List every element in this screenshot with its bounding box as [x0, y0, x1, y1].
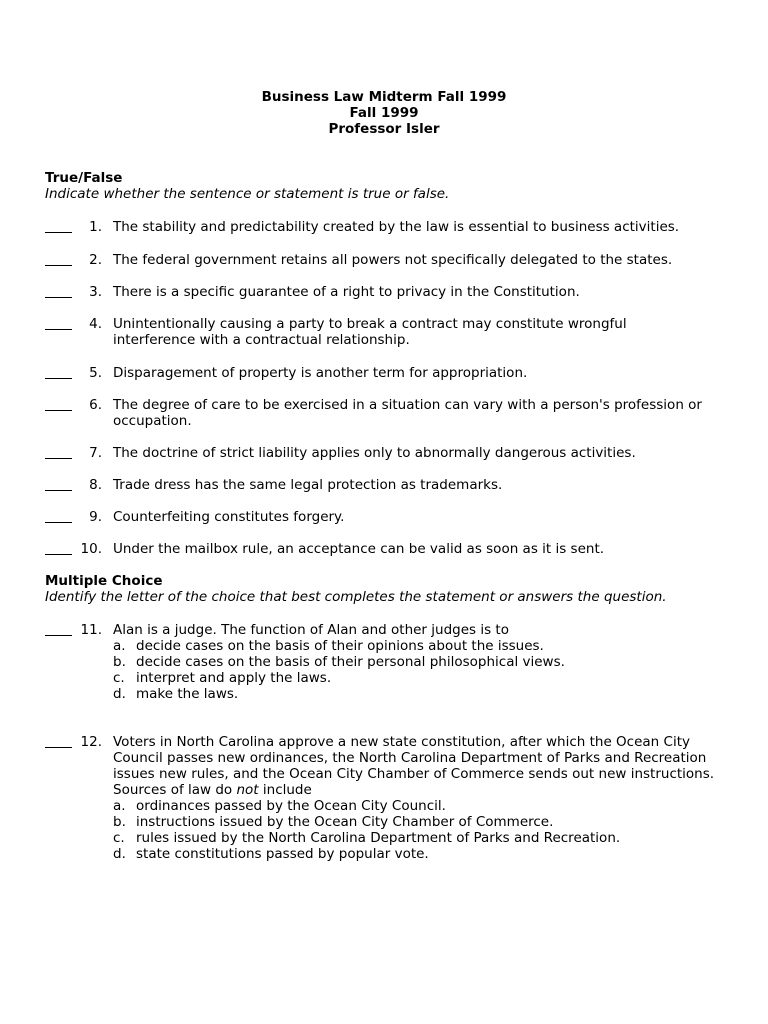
choice-text: make the laws. — [136, 686, 239, 702]
tf-question-9 — [45, 509, 735, 525]
tf-question-7 — [45, 445, 735, 461]
choice-letter: a. — [113, 798, 126, 814]
tf-question-3 — [45, 284, 735, 300]
question-text-part: Voters in North Carolina approve a new state constitution, after which the Ocean City Council passes new ordinances, the North Carolina Department of Parks and Recreation issues new rules, and the Ocean City Chamber of Commerce sends out new instructions. Sources of law do — [113, 734, 715, 798]
multiple-choice-instruction: Identify the letter of the choice that best completes the statement or answers the question. — [45, 589, 667, 605]
choice-a[interactable] — [113, 798, 735, 814]
question-text: Under the mailbox rule, an acceptance can be valid as soon as it is sent. — [113, 541, 605, 557]
question-number: 2. — [89, 252, 102, 268]
choice-text: instructions issued by the Ocean City Chamber of Commerce. — [136, 814, 554, 830]
question-text: Unintentionally causing a party to break a contract may constitute wrongful interference with a contractual relationship. — [113, 316, 627, 348]
multiple-choice-heading: Multiple Choice — [45, 573, 163, 589]
exam-term: Fall 1999 — [349, 105, 419, 121]
tf-question-5 — [45, 365, 735, 381]
choice-c[interactable] — [113, 830, 735, 846]
tf-question-1 — [45, 219, 735, 235]
tf-question-10 — [45, 541, 735, 557]
true-false-instruction: Indicate whether the sentence or statement is true or false. — [45, 186, 450, 202]
question-text: There is a specific guarantee of a right to privacy in the Constitution. — [113, 284, 580, 300]
choice-letter: b. — [113, 654, 126, 670]
tf-question-6 — [45, 397, 735, 429]
question-text-part: include — [258, 782, 312, 798]
question-text: Trade dress has the same legal protection as trademarks. — [113, 477, 503, 493]
question-number: 3. — [89, 284, 102, 300]
choice-letter: b. — [113, 814, 126, 830]
choice-text: rules issued by the North Carolina Department of Parks and Recreation. — [136, 830, 621, 846]
question-number: 7. — [89, 445, 102, 461]
tf-question-2 — [45, 252, 735, 268]
question-text: The stability and predictability created by the law is essential to business activities. — [113, 219, 680, 235]
choice-letter: d. — [113, 846, 126, 862]
question-number: 8. — [89, 477, 102, 493]
question-text: The degree of care to be exercised in a situation can vary with a person's profession or occupation. — [113, 397, 702, 429]
true-false-heading: True/False — [45, 170, 123, 186]
question-text: Alan is a judge. The function of Alan and other judges is to — [113, 622, 509, 638]
question-number: 9. — [89, 509, 102, 525]
question-number: 4. — [89, 316, 102, 332]
exam-professor: Professor Isler — [328, 121, 440, 137]
choice-d[interactable] — [113, 846, 735, 862]
question-text: Counterfeiting constitutes forgery. — [113, 509, 345, 525]
choice-d[interactable] — [113, 686, 735, 702]
choice-text: state constitutions passed by popular vote. — [136, 846, 429, 862]
question-number: 11. — [80, 622, 102, 638]
question-text-emphasis: not — [236, 782, 259, 798]
tf-question-4 — [45, 316, 735, 348]
choice-c[interactable] — [113, 670, 735, 686]
choice-text: interpret and apply the laws. — [136, 670, 332, 686]
question-number: 1. — [89, 219, 102, 235]
choice-letter: a. — [113, 638, 126, 654]
question-number: 6. — [89, 397, 102, 413]
choice-letter: c. — [113, 670, 125, 686]
question-number: 5. — [89, 365, 102, 381]
question-text: The federal government retains all powers not specifically delegated to the states. — [113, 252, 673, 268]
choice-b[interactable] — [113, 814, 735, 830]
choice-text: decide cases on the basis of their opinions about the issues. — [136, 638, 544, 654]
choice-text: decide cases on the basis of their personal philosophical views. — [136, 654, 565, 670]
question-number: 12. — [80, 734, 102, 750]
question-text: Disparagement of property is another term for appropriation. — [113, 365, 528, 381]
choice-b[interactable] — [113, 654, 735, 670]
mc-question-12 — [45, 734, 735, 862]
choice-letter: d. — [113, 686, 126, 702]
exam-header — [0, 89, 768, 137]
choice-text: ordinances passed by the Ocean City Council. — [136, 798, 446, 814]
question-number: 10. — [80, 541, 102, 557]
choice-letter: c. — [113, 830, 125, 846]
choice-a[interactable] — [113, 638, 735, 654]
exam-title: Business Law Midterm Fall 1999 — [261, 89, 507, 105]
question-text: The doctrine of strict liability applies only to abnormally dangerous activities. — [113, 445, 636, 461]
question-text — [113, 734, 728, 798]
mc-question-11 — [45, 622, 735, 702]
tf-question-8 — [45, 477, 735, 493]
